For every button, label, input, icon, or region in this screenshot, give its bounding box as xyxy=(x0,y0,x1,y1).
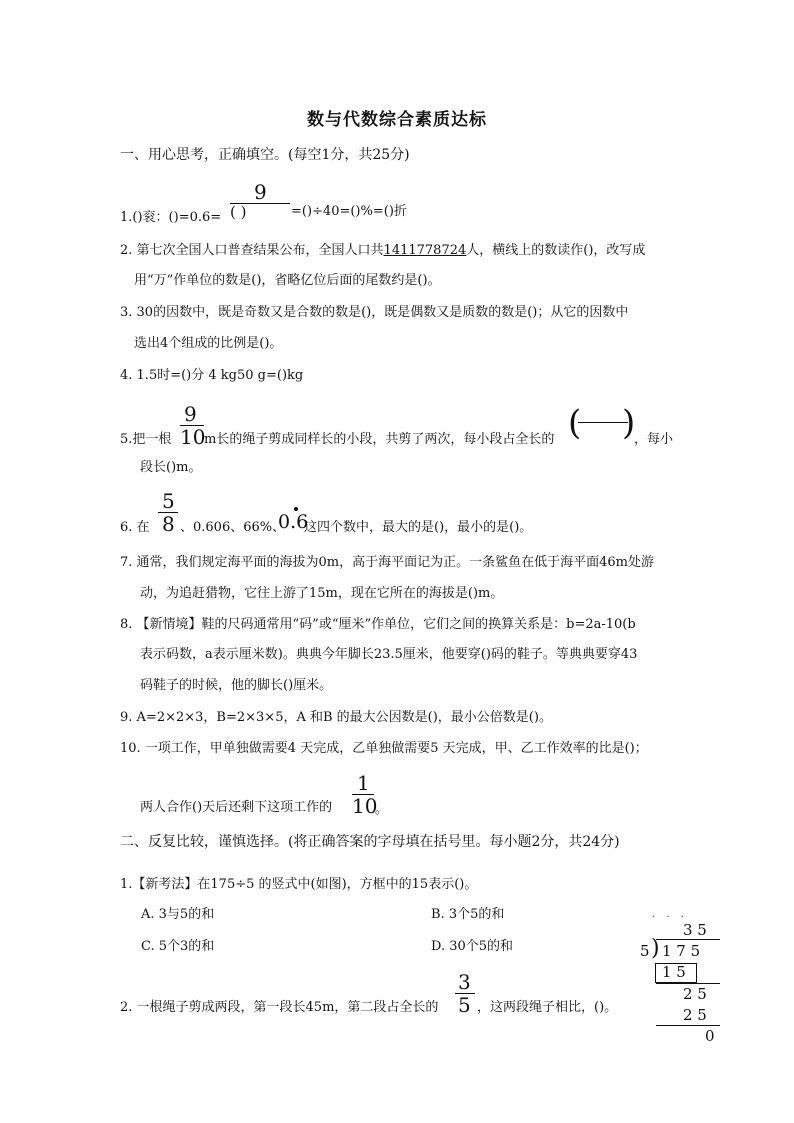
s2-q2-fraction-denominator: 5 xyxy=(458,993,471,1017)
section2-heading: 二、反复比较，谨慎选择。(将正确答案的字母填在括号里。每小题2分，共24分) xyxy=(120,834,620,850)
q5-fraction-denominator: 10 xyxy=(180,425,206,449)
q10-fraction-numerator: 1 xyxy=(357,771,370,795)
q5-blank-right-paren: ) xyxy=(622,403,636,443)
q2-line1-a: 2. 第七次全国人口普查结果公布，全国人口共 xyxy=(120,243,384,258)
q10-line1: 10. 一项工作，甲单独做需要4 天完成，乙单独做需要5 天完成，甲、乙工作效率的比是()； xyxy=(120,741,648,756)
q2-line1 xyxy=(120,242,645,260)
q5-blank-fraction-bar xyxy=(578,422,628,423)
s2-q2-fraction-numerator: 3 xyxy=(458,970,471,994)
q2-line1-b: 人，横线上的数读作()，改写成 xyxy=(466,243,646,258)
division-remainder: 0 xyxy=(705,1027,715,1045)
q6-repeating-dot xyxy=(294,507,298,511)
page-title: 数与代数综合素质达标 xyxy=(307,110,487,130)
quotient-dots: · · · xyxy=(652,912,688,923)
division-step1: 1 5 xyxy=(662,963,686,981)
q6-middle: 、0.606、66%、 xyxy=(180,520,286,535)
division-line-2 xyxy=(656,1025,720,1026)
q1-suffix: =()÷40=()%=()折 xyxy=(291,204,407,219)
s2-q1-text: 1.【新考法】在175÷5 的竖式中(如图)，方框中的15表示()。 xyxy=(120,877,478,892)
q5-fraction-numerator: 9 xyxy=(184,402,197,426)
q6-suffix: 这四个数中，最大的是()，最小的是()。 xyxy=(304,520,533,535)
division-bar xyxy=(656,939,720,940)
s2-q1-option-d[interactable]: D. 30个5的和 xyxy=(431,939,514,954)
q5-middle: m长的绳子剪成同样长的小段，共剪了两次，每小段占全长的 xyxy=(204,432,555,447)
q6-prefix: 6. 在 xyxy=(120,520,150,535)
s2-q1-option-c[interactable]: C. 5个3的和 xyxy=(141,939,215,954)
division-quotient: 3 5 xyxy=(683,921,707,939)
q1-prefix: 1.()衮：()=0.6= xyxy=(120,210,222,225)
division-step2b: 2 5 xyxy=(683,1006,707,1024)
division-bracket: ) xyxy=(651,936,660,961)
q6-fraction-numerator: 5 xyxy=(162,489,175,513)
q1-fraction-numerator: 9 xyxy=(254,180,267,204)
q9-text: 9. A=2×2×3，B=2×3×5，A 和B 的最大公因数是()，最小公倍数是()。 xyxy=(120,710,552,725)
q10-line2: 两人合作()天后还剩下这项工作的 xyxy=(140,800,333,815)
q6-repeating-decimal: 0.6 xyxy=(278,511,309,533)
q5-prefix: 5.把一根 xyxy=(120,432,172,447)
q10-line2-end: 。 xyxy=(375,802,389,817)
q8-line1: 8. 【新情境】鞋的尺码通常用“码”或“厘米”作单位，它们之间的换算关系是：b=2a-10(b xyxy=(120,617,636,632)
q5-suffix: ，每小 xyxy=(634,432,674,447)
s2-q1-option-a[interactable]: A. 3与5的和 xyxy=(141,907,215,922)
q7-line2: 动，为追赶猎物，它往上游了15m，现在它所在的海拔是()m。 xyxy=(140,586,504,601)
division-dividend: 1 7 5 xyxy=(662,942,701,960)
q2-number: 1411778724 xyxy=(383,243,467,258)
q5-blank-left-paren: ( xyxy=(568,403,582,443)
q8-line2: 表示码数，a表示厘米数)。典典今年脚长23.5厘米，他要穿()码的鞋子。等典典要穿43 xyxy=(140,647,638,662)
q5-line2: 段长()m。 xyxy=(140,460,202,475)
q1-fraction-denominator: ( ) xyxy=(230,203,247,221)
division-step2a: 2 5 xyxy=(683,985,707,1003)
q8-line3: 码鞋子的时候，他的脚长()厘米。 xyxy=(140,678,333,693)
division-divisor: 5 xyxy=(640,942,650,960)
q6-fraction-denominator: 8 xyxy=(162,512,175,536)
q4-text: 4. 1.5时=()分 4 kg50 g=()kg xyxy=(120,368,304,383)
q7-line1: 7. 通常，我们规定海平面的海拔为0m，高于海平面记为正。一条鲨鱼在低于海平面46m处游 xyxy=(120,555,655,570)
section1-heading: 一、用心思考，正确填空。(每空1分，共25分) xyxy=(120,147,410,163)
division-line-1 xyxy=(656,983,720,984)
q10-fraction-denominator: 10 xyxy=(352,794,378,818)
s2-q2-suffix: ，这两段绳子相比，()。 xyxy=(477,1000,618,1015)
q2-line2: 用“万”作单位的数是()，省略亿位后面的尾数约是()。 xyxy=(134,273,441,288)
s2-q1-option-b[interactable]: B. 3个5的和 xyxy=(431,907,505,922)
q3-line1: 3. 30的因数中，既是奇数又是合数的数是()，既是偶数又是质数的数是()；从它的因数中 xyxy=(120,305,629,320)
s2-q2-prefix: 2. 一根绳子剪成两段，第一段长45m，第二段占全长的 xyxy=(120,1000,439,1015)
q3-line2: 选出4个组成的比例是()。 xyxy=(134,336,283,351)
